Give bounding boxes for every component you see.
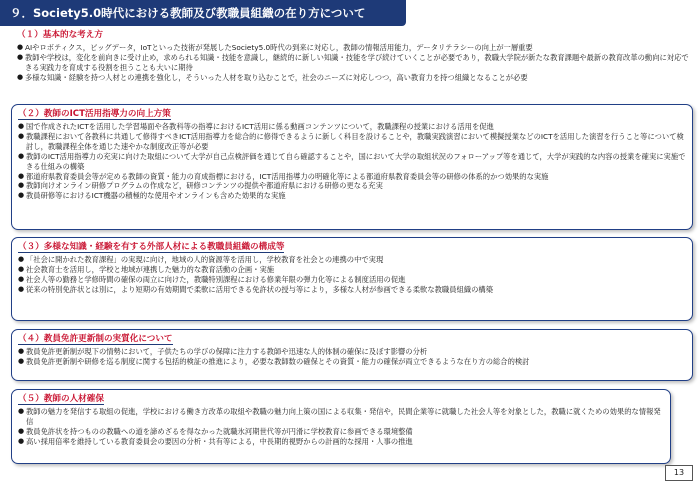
bullet-icon: ● (17, 43, 24, 51)
page-title: ９．Society5.0時代における教師及び教職員組織の在り方について (0, 0, 406, 26)
bullet-icon: ● (18, 284, 25, 293)
list-item: ● 「社会に開かれた教育課程」の実現に向け，地域の人的資源等を活用し，学校教育を社会との連携の中で実現 (18, 255, 384, 264)
page-number: 13 (665, 465, 693, 481)
list-item: ● 教員免許状を持つものの教職への道を諦めざるを得なかった就職氷河期世代等が円滑に学校教育に参画できる環境整備 (18, 426, 413, 436)
list-item: ● 教員研修等におけるICT機器の積極的な使用やオンラインも含めた効果的な実施 (18, 191, 286, 201)
bullet-icon: ● (17, 52, 24, 61)
section-heading: （２）教師のICT活用指導力の向上方策 (18, 109, 171, 119)
section-heading: （４）教員免許更新制の実質化について (18, 334, 173, 344)
section-external-personnel (11, 237, 693, 321)
bullet-icon: ● (18, 151, 25, 160)
list-item: ● 教師向けオンライン研修プログラムの作成など，研修コンテンツの提供や都道府県における研修の更なる充実 (18, 181, 383, 191)
bullet-icon: ● (18, 122, 25, 130)
section-heading: （５）教師の人材確保 (18, 394, 104, 404)
list-item: ● 社会教育士を活用し，学校と地域が連携した魅力的な教育活動の企画・実施 (18, 264, 275, 274)
bullet-icon: ● (18, 131, 25, 140)
bullet-icon: ● (18, 181, 25, 190)
list-item: ● 従来の特別免許状とは別に，より短期の有効期間で柔軟に活用できる免許状の授与等により，多様な人材が参画できる柔軟な教職員組織の構築 (18, 284, 493, 294)
section-ict-skills (11, 104, 693, 230)
list-item: ● 教員免許更新制や研修を巡る制度に関する包括的検証の推進により，必要な教師数の確保とその資質・能力の確保が両立できるような在り方の総合的検討 (18, 356, 530, 366)
list-item: ● 教師のICT活用指導力の充実に向けた取組について大学が自己点検評価を通じて自ら確認することや，国において大学の取組状況のフォローアップ等を通じて，大学が実践的な内容の授業を確実に実施できる仕組みの構築 (18, 151, 686, 171)
bullet-icon: ● (18, 426, 25, 435)
section-basic-approach (11, 29, 693, 83)
list-item: ● AIやロボティクス，ビッグデータ，IoTといった技術が発展したSociety5.0時代の到来に対応し，教師の情報活用能力，データリテラシーの向上が一層重要 (17, 43, 533, 52)
bullet-icon: ● (17, 72, 24, 81)
bullet-icon: ● (18, 347, 25, 355)
bullet-icon: ● (18, 171, 25, 180)
list-item: ● 教員免許更新制が現下の情勢において，子供たちの学びの保障に注力する教師や迅速な人的体制の確保に及ぼす影響の分析 (18, 347, 428, 356)
list-item: ● 多様な知識・経験を持つ人材との連携を強化し，そういった人材を取り込むことで，社会のニーズに対応しつつ，高い教育力を持つ組織となることが必要 (17, 72, 528, 82)
bullet-icon: ● (18, 191, 25, 200)
section-teacher-recruitment (11, 389, 671, 464)
bullet-icon: ● (18, 274, 25, 283)
section-heading: （３）多様な知識・経験を有する外部人材による教職員組織の構成等 (18, 242, 285, 252)
bullet-icon: ● (18, 407, 25, 415)
list-item: ● 社会人等の勤務と学修時間の確保の両立に向けた，教職特別課程における修業年限の弾力化等による制度活用の促進 (18, 274, 406, 284)
bullet-icon: ● (18, 436, 25, 445)
list-item: ● 都道府県教育委員会等が定める教師の資質・能力の育成指標における，ICT活用指導力の明確化等による都道府県教育委員会等の研修の体系的かつ効果的な実施 (18, 171, 549, 181)
list-item: ● 教師の魅力を発信する取組の促進，学校における働き方改革の取組や教職の魅力向上策の国による収集・発信や，民間企業等に就職した社会人等を対象とした，教職に就くための効果的な情報発信 (18, 407, 661, 426)
section-heading: （１）基本的な考え方 (17, 30, 103, 40)
list-item: ● 高い採用倍率を維持している教育委員会の要因の分析・共有等による，中長期的視野からの計画的な採用・人事の推進 (18, 436, 413, 446)
section-license-renewal (11, 329, 693, 381)
bullet-icon: ● (18, 255, 25, 263)
list-item: ● 教師や学校は，変化を前向きに受け止め，求められる知識・技能を意識し，継続的に新しい知識・技能を学び続けていくことが必要であり，教職大学院が新たな教育課題や最新の教育改革の動向に対応できる実践力を育成する役割を担うことも大いに期待 (17, 52, 689, 72)
bullet-icon: ● (18, 264, 25, 273)
bullet-icon: ● (18, 356, 25, 365)
list-item: ● 教職課程において各教科に共通して修得すべきICT活用指導力を総合的に修得できるように新しく科目を設けることや，教職実践演習において模擬授業などのICTを活用した演習を行うこと等について検討し，教職課程全体を通じた速やかな制度改正等が必要 (18, 131, 684, 151)
list-item: ● 国で作成されたICTを活用した学習場面や各教科等の指導におけるICT活用に係る動画コンテンツについて，教職課程の授業における活用を促進 (18, 122, 494, 131)
